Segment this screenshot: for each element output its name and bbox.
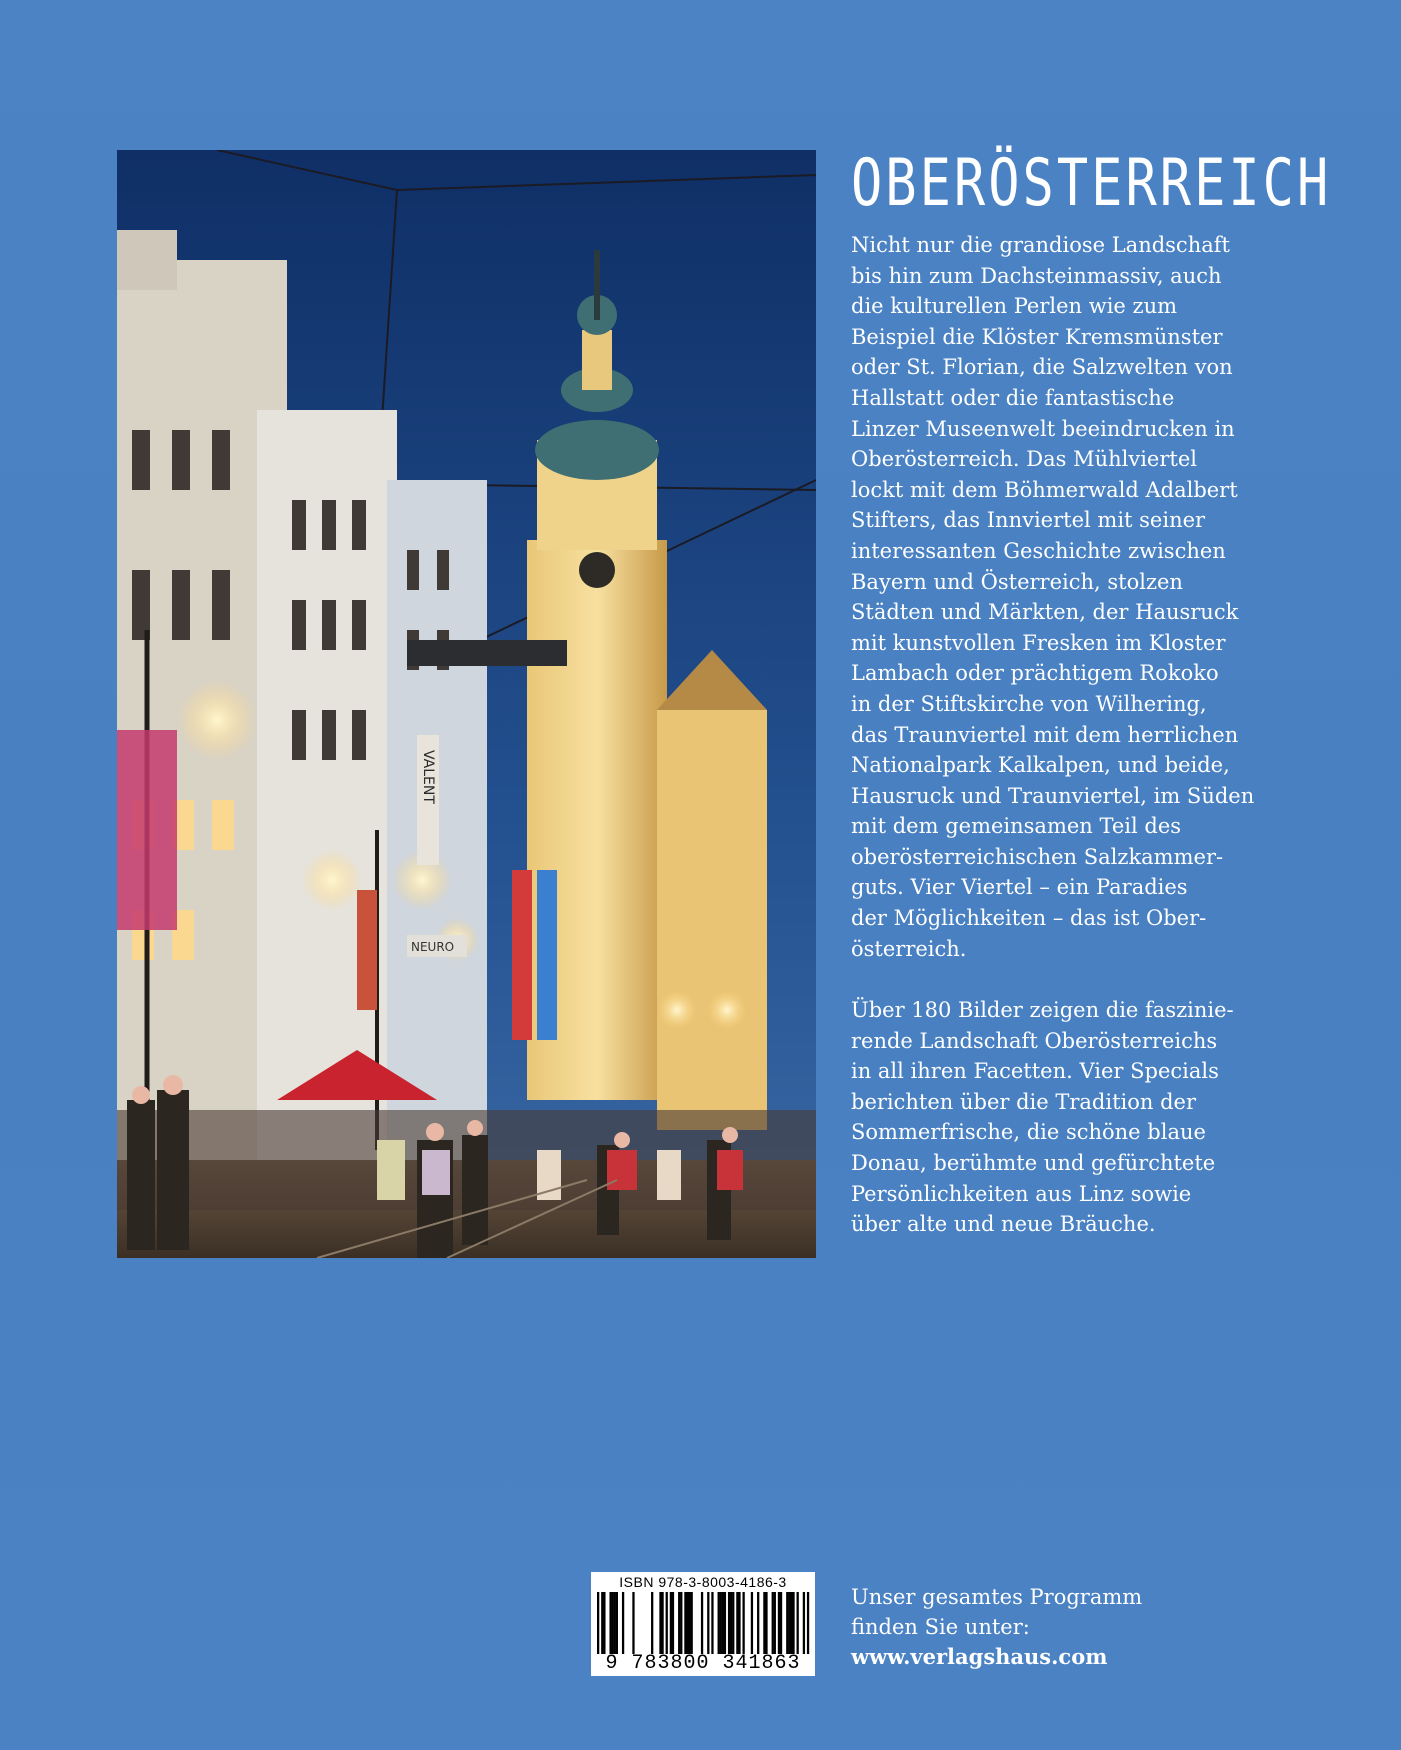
barcode-bar [707,1592,709,1654]
barcode-bar [788,1592,790,1654]
description-line: der Möglichkeiten – das ist Ober- [851,906,1207,931]
barcode-bar [738,1592,740,1654]
description-line: interessanten Geschichte zwischen [851,538,1226,563]
description-line: mit dem gemeinsamen Teil des [851,814,1182,839]
cover-photo-linz-street [117,150,816,1258]
barcode-bar [622,1592,624,1654]
barcode-bar [614,1592,616,1654]
barcode-bar [774,1592,776,1654]
description-line: lockt mit dem Böhmerwald Adalbert [851,477,1238,502]
barcode-bar [701,1592,703,1654]
description-line: österreich. [851,936,967,961]
feature-line: über alte und neue Bräuche. [851,1212,1156,1237]
barcode-bar [601,1592,603,1654]
barcode-bar [786,1592,788,1654]
description-line: in der Stiftskirche von Wilhering, [851,691,1207,716]
barcode-bar [632,1592,634,1654]
barcode-bar [790,1592,792,1654]
barcode-bar [612,1592,614,1654]
barcode-digits: 9 783800 341863 [605,1652,801,1675]
feature-line: berichten über die Tradition der [851,1089,1196,1114]
description-line: Hausruck und Traunviertel, im Süden [851,783,1255,808]
program-line-1: Unser gesamtes Programm [851,1585,1143,1609]
barcode-bar [780,1592,782,1654]
description-line: Linzer Museenwelt beeindrucken in [851,416,1235,441]
barcode-bar [616,1592,618,1654]
book-title: OBERÖSTERREICH [851,146,1332,222]
description-line: Stifters, das Innviertel mit seiner [851,508,1206,533]
barcode-bar [603,1592,605,1654]
feature-line: Über 180 Bilder zeigen die faszinie- [851,998,1234,1022]
barcode-bar [672,1592,674,1654]
program-line-2: finden Sie unter: [851,1615,1030,1639]
barcode-bar [680,1592,682,1654]
feature-line: rende Landschaft Oberösterreichs [851,1028,1218,1053]
barcode-bar [597,1592,599,1654]
publisher-website-link[interactable]: www.verlagshaus.com [851,1644,1108,1669]
barcode-bar [728,1592,730,1654]
barcode-bar [711,1592,713,1654]
description-line: Bayern und Österreich, stolzen [851,569,1183,594]
walkway-bridge [407,640,567,666]
description-line: Hallstatt oder die fantastische [851,385,1175,410]
isbn-barcode [591,1572,815,1676]
barcode-bar [686,1592,688,1654]
barcode-bar [659,1592,661,1654]
barcode-bar [730,1592,732,1654]
description-line: oder St. Florian, die Salzwelten von [851,355,1233,380]
description-line: bis hin zum Dachsteinmassiv, auch [851,263,1222,288]
photo-illustration [117,150,816,1258]
barcode-bar [807,1592,809,1654]
description-line: Nationalpark Kalkalpen, und beide, [851,753,1230,778]
description-line: Nicht nur die grandiose Landschaft [851,233,1230,257]
barcode-bar [678,1592,680,1654]
description-paragraph [851,230,1281,964]
barcode-bar [691,1592,693,1654]
sign-neuro: NEURO [411,940,455,954]
barcode-bar [688,1592,690,1654]
feature-line: Donau, berühmte und gefürchtete [851,1150,1216,1175]
barcode-bar [772,1592,774,1654]
barcode-bar [609,1592,611,1654]
barcode-bar [670,1592,672,1654]
barcode-bar [757,1592,759,1654]
barcode-bar [732,1592,734,1654]
barcode-bars [595,1592,811,1654]
description-line: Oberösterreich. Das Mühlviertel [851,447,1197,472]
barcode-bar [792,1592,794,1654]
barcode-bar [763,1592,765,1654]
description-line: mit kunstvollen Fresken im Kloster [851,630,1226,655]
description-line: Lambach oder prächtigem Rokoko [851,661,1219,686]
barcode-bar [803,1592,805,1654]
barcode-bar [720,1592,722,1654]
feature-line: Persönlichkeiten aus Linz sowie [851,1181,1192,1206]
barcode-bar [751,1592,753,1654]
sign-valent: VALENT [420,750,436,804]
feature-line: in all ihren Facetten. Vier Specials [851,1059,1219,1084]
description-line: die kulturellen Perlen wie zum [851,294,1178,319]
description-line: das Traunviertel mit dem herrlichen [851,722,1239,747]
isbn-label: ISBN 978-3-8003-4186-3 [619,1574,787,1590]
barcode-bar [722,1592,724,1654]
barcode-bar [778,1592,780,1654]
description-line: Städten und Märkten, der Hausruck [851,600,1239,625]
barcode-bar [724,1592,726,1654]
barcode-bar [736,1592,738,1654]
publisher-program-info [851,1582,1251,1672]
barcode-bar [765,1592,767,1654]
barcode-bar [651,1592,653,1654]
barcode-bar [661,1592,663,1654]
barcode-bar [684,1592,686,1654]
description-line: oberösterreichischen Salzkammer- [851,844,1224,869]
barcode-bar [742,1592,744,1654]
barcode-bar [797,1592,799,1654]
description-line: Beispiel die Klöster Kremsmünster [851,324,1223,349]
barcode-bar [718,1592,720,1654]
feature-line: Sommerfrische, die schöne blaue [851,1120,1206,1145]
feature-paragraph [851,995,1281,1240]
description-line: guts. Vier Viertel – ein Paradies [851,875,1188,900]
barcode-bar [666,1592,668,1654]
